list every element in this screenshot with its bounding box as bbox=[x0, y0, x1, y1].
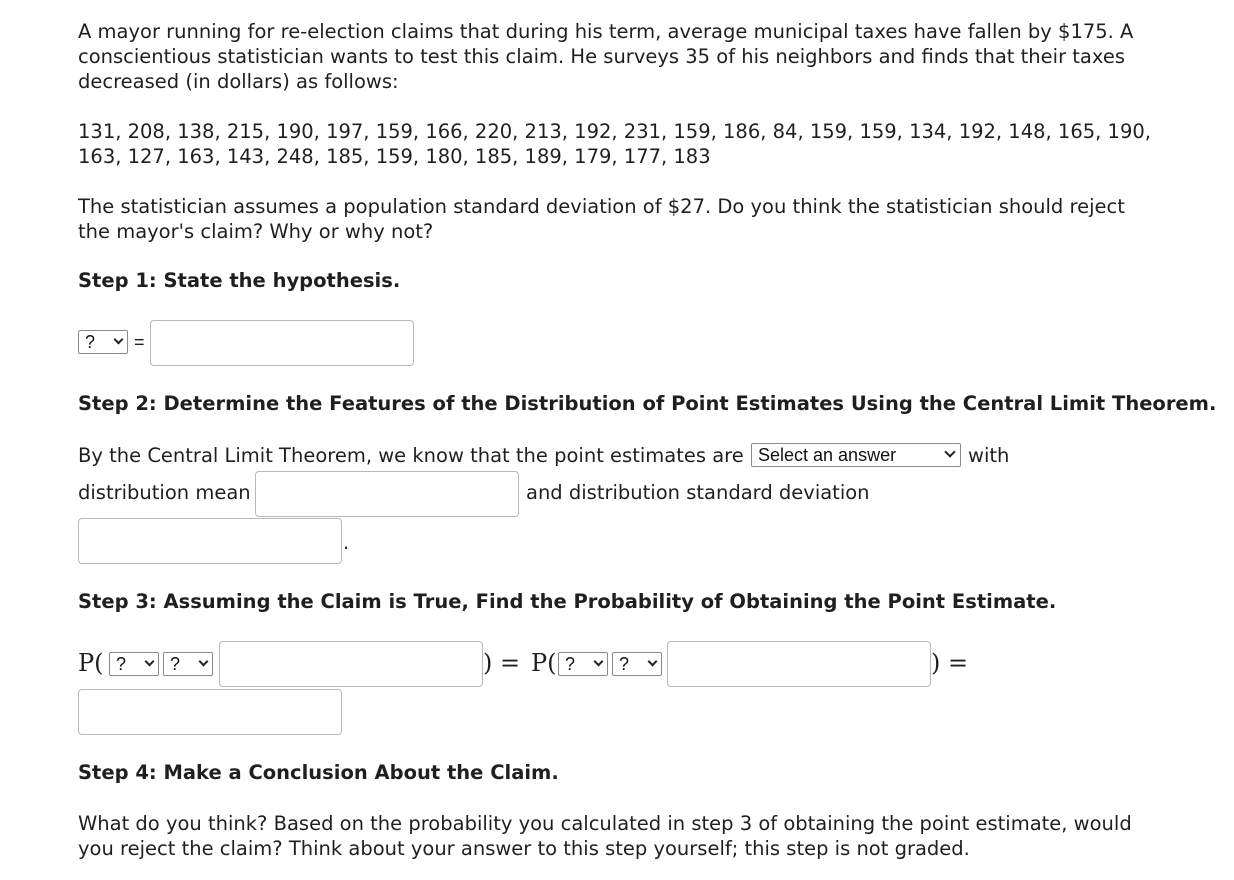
period: . bbox=[343, 531, 350, 554]
chevron-down-icon bbox=[944, 446, 955, 457]
step2-heading: Step 2: Determine the Features of the Distribution of Point Estimates Using the Central Limit Theorem. bbox=[78, 392, 1217, 415]
variable-select[interactable] bbox=[109, 652, 159, 676]
clt-text: By the Central Limit Theorem, we know that the point estimates are bbox=[78, 444, 744, 467]
distribution-shape-select[interactable] bbox=[751, 443, 961, 467]
conclusion-line: you reject the claim? Think about your answer to this step yourself; this step is not graded. bbox=[78, 837, 970, 860]
select-value: ? bbox=[116, 654, 127, 674]
intro-line: decreased (in dollars) as follows: bbox=[78, 70, 399, 93]
with-text: with bbox=[968, 444, 1010, 467]
probability-close-equals: ) = bbox=[483, 649, 521, 677]
chevron-down-icon bbox=[145, 657, 155, 667]
select-value: ? bbox=[85, 332, 96, 352]
probability-close-equals-2: ) = bbox=[931, 649, 969, 677]
data-line: 163, 127, 163, 143, 248, 185, 159, 180, 185, 189, 179, 177, 183 bbox=[78, 145, 711, 168]
distribution-sd-input[interactable] bbox=[78, 518, 342, 564]
data-line: 131, 208, 138, 215, 190, 197, 159, 166, 220, 213, 192, 231, 159, 186, 84, 159, 159, 134, 192, 148, 165, 190, bbox=[78, 120, 1151, 143]
intro-line: conscientious statistician wants to test this claim. He surveys 35 of his neighbors and finds that their taxes bbox=[78, 45, 1125, 68]
inequality-select[interactable] bbox=[163, 652, 213, 676]
chevron-down-icon bbox=[594, 657, 604, 667]
standardized-variable-select[interactable] bbox=[558, 652, 608, 676]
point-estimate-input[interactable] bbox=[219, 641, 483, 687]
step4-heading: Step 4: Make a Conclusion About the Claim. bbox=[78, 761, 559, 784]
hypothesis-symbol-select[interactable] bbox=[78, 330, 128, 354]
equals-sign: = bbox=[134, 332, 145, 352]
distribution-mean-input[interactable] bbox=[255, 471, 519, 517]
question-line: The statistician assumes a population standard deviation of $27. Do you think the statistician should reject bbox=[78, 195, 1125, 218]
intro-paragraph bbox=[78, 19, 1133, 94]
step3-heading: Step 3: Assuming the Claim is True, Find the Probability of Obtaining the Point Estimate. bbox=[78, 590, 1057, 613]
data-values bbox=[78, 119, 1151, 169]
inequality-select-2[interactable] bbox=[612, 652, 662, 676]
distribution-sd-label: and distribution standard deviation bbox=[526, 481, 870, 504]
probability-p-open: P( bbox=[78, 649, 104, 677]
select-value: Select an answer bbox=[758, 445, 897, 465]
chevron-down-icon bbox=[648, 657, 658, 667]
probability-result-input[interactable] bbox=[78, 689, 342, 735]
chevron-down-icon bbox=[199, 657, 209, 667]
question-paragraph bbox=[78, 194, 1125, 244]
step1-heading: Step 1: State the hypothesis. bbox=[78, 269, 401, 292]
hypothesis-value-input[interactable] bbox=[150, 320, 414, 366]
intro-line: A mayor running for re-election claims that during his term, average municipal taxes have fallen by $175. A bbox=[78, 20, 1134, 43]
select-value: ? bbox=[565, 654, 576, 674]
question-line: the mayor's claim? Why or why not? bbox=[78, 220, 434, 243]
chevron-down-icon bbox=[114, 335, 124, 345]
probability-p-open-2: P( bbox=[531, 649, 557, 677]
conclusion-paragraph bbox=[78, 811, 1132, 861]
distribution-mean-label: distribution mean bbox=[78, 481, 251, 504]
conclusion-line: What do you think? Based on the probability you calculated in step 3 of obtaining the point estimate, would bbox=[78, 812, 1132, 835]
select-value: ? bbox=[170, 654, 181, 674]
z-score-input[interactable] bbox=[667, 641, 931, 687]
select-value: ? bbox=[619, 654, 630, 674]
